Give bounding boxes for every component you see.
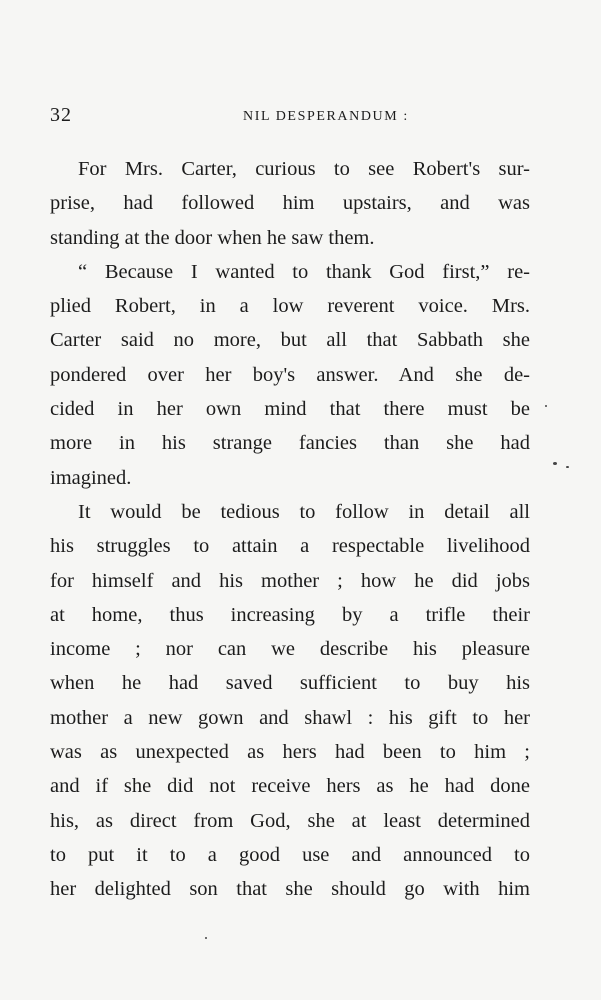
text-line: her delighted son that she should go with him <box>50 878 530 901</box>
text-line: prise, had followed him upstairs, and was <box>50 192 530 215</box>
text-line: For Mrs. Carter, curious to see Robert's sur- <box>78 158 530 180</box>
text-line: imagined. <box>50 466 132 489</box>
text-line: to put it to a good use and announced to <box>50 843 530 866</box>
text-line: It would be tedious to follow in detail all <box>78 500 530 523</box>
text-line: and if she did not receive hers as he had done <box>50 775 530 798</box>
ink-speck <box>205 937 207 939</box>
text-line: “ Because I wanted to thank God first,” re- <box>78 260 530 283</box>
ink-speck <box>553 462 557 465</box>
text-line: was as unexpected as hers had been to him ; <box>50 741 530 764</box>
running-head: NIL DESPERANDUM : <box>243 109 409 124</box>
text-line: when he had saved sufficient to buy his <box>50 672 530 695</box>
text-line: his struggles to attain a respectable livelihood <box>50 535 530 558</box>
page-header <box>50 104 530 132</box>
body-text <box>50 152 530 907</box>
text-line: for himself and his mother ; how he did jobs <box>50 569 530 592</box>
text-line: mother a new gown and shawl : his gift to her <box>50 706 530 729</box>
text-line: cided in her own mind that there must be <box>50 398 530 421</box>
text-line: pondered over her boy's answer. And she de- <box>50 363 530 386</box>
text-line: standing at the door when he saw them. <box>50 226 375 249</box>
text-line: his, as direct from God, she at least determined <box>50 809 530 832</box>
text-line: plied Robert, in a low reverent voice. Mrs. <box>50 295 530 318</box>
text-line: income ; nor can we describe his pleasure <box>50 638 530 661</box>
ink-speck <box>566 466 569 468</box>
text-line: Carter said no more, but all that Sabbath she <box>50 329 530 352</box>
text-line: more in his strange fancies than she had <box>50 432 530 455</box>
ink-speck <box>545 405 547 407</box>
text-line: at home, thus increasing by a trifle their <box>50 603 530 626</box>
page-number: 32 <box>50 104 72 126</box>
